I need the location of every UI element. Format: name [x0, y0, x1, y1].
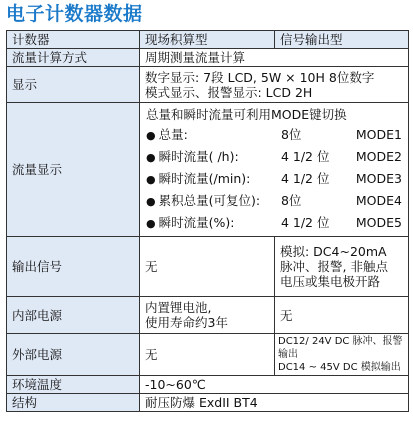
display-line2: 模式显示、报警显示: LCD 2H [145, 84, 313, 100]
row-label: 内部电源 [7, 297, 140, 334]
external-power-local: 无 [140, 334, 275, 376]
table-header-row [7, 31, 409, 49]
structure-value: 耐压防爆 ExdII BT4 [140, 394, 409, 412]
row-internal-power [7, 297, 409, 334]
item-digits: 4 1/2 位 [280, 171, 330, 186]
item-mode: MODE3 [355, 171, 402, 186]
row-output [7, 237, 409, 297]
item-mode: MODE5 [355, 215, 402, 230]
item-mode: MODE4 [355, 193, 402, 208]
row-label: 流量显示 [7, 103, 140, 237]
row-label: 输出信号 [7, 237, 140, 297]
list-item [146, 212, 402, 234]
header-local-type: 现场积算型 [140, 31, 275, 49]
output-signal-line: 模拟: DC4~20mA [280, 244, 387, 259]
header-signal-type: 信号输出型 [275, 31, 409, 49]
item-mode: MODE2 [355, 149, 402, 164]
row-external-power [7, 334, 409, 376]
item-name: ● 瞬时流量( /h): [146, 146, 276, 168]
row-flow-display [7, 103, 409, 237]
row-calc [7, 49, 409, 67]
list-item [146, 190, 402, 212]
internal-power-signal: 无 [275, 297, 409, 334]
output-signal-line: 脉冲、报警, 非触点 [280, 259, 388, 274]
row-label: 外部电源 [7, 334, 140, 376]
list-item [146, 124, 402, 146]
temperature-value: -10~60℃ [140, 376, 409, 394]
output-local: 无 [140, 237, 275, 297]
row-label: 显示 [7, 67, 140, 103]
item-name: ● 瞬时流量(/min): [146, 168, 276, 190]
row-label: 环境温度 [7, 376, 140, 394]
display-value [140, 67, 409, 103]
item-digits: 4 1/2 位 [280, 215, 330, 230]
external-power-line: DC12/ 24V DC 脉冲、报警输出 [278, 336, 403, 360]
internal-power-local [140, 297, 275, 334]
external-power-line: DC14 ~ 45V DC 模拟输出 [278, 362, 401, 373]
item-digits: 8位 [280, 193, 302, 208]
row-structure [7, 394, 409, 412]
item-mode: MODE1 [355, 127, 402, 142]
page-title: 电子计数器数据 [6, 3, 143, 25]
flow-display-value [140, 103, 409, 237]
row-label: 流量计算方式 [7, 49, 140, 67]
item-digits: 4 1/2 位 [280, 149, 330, 164]
external-power-signal [275, 334, 409, 376]
item-name: ● 累积总量(可复位): [146, 190, 276, 212]
row-temperature [7, 376, 409, 394]
output-signal [275, 237, 409, 297]
row-display [7, 67, 409, 103]
spec-table [6, 30, 409, 412]
row-label: 结构 [7, 394, 140, 412]
header-counter: 计数器 [7, 31, 140, 49]
item-digits: 8位 [280, 127, 302, 142]
list-item [146, 146, 402, 168]
internal-power-line: 使用寿命约3年 [145, 315, 228, 330]
flow-display-intro: 总量和瞬时流量可利用MODE键切换 [146, 107, 347, 122]
display-line1: 数字显示: 7段 LCD, 5W × 10H 8位数字 [145, 69, 375, 85]
item-name: ● 总量: [146, 124, 276, 146]
internal-power-line: 内置锂电池, [145, 300, 212, 315]
calc-value: 周期测量流量计算 [140, 49, 409, 67]
output-signal-line: 电压或集电极开路 [280, 274, 381, 289]
list-item [146, 168, 402, 190]
item-name: ● 瞬时流量(%): [146, 212, 276, 234]
